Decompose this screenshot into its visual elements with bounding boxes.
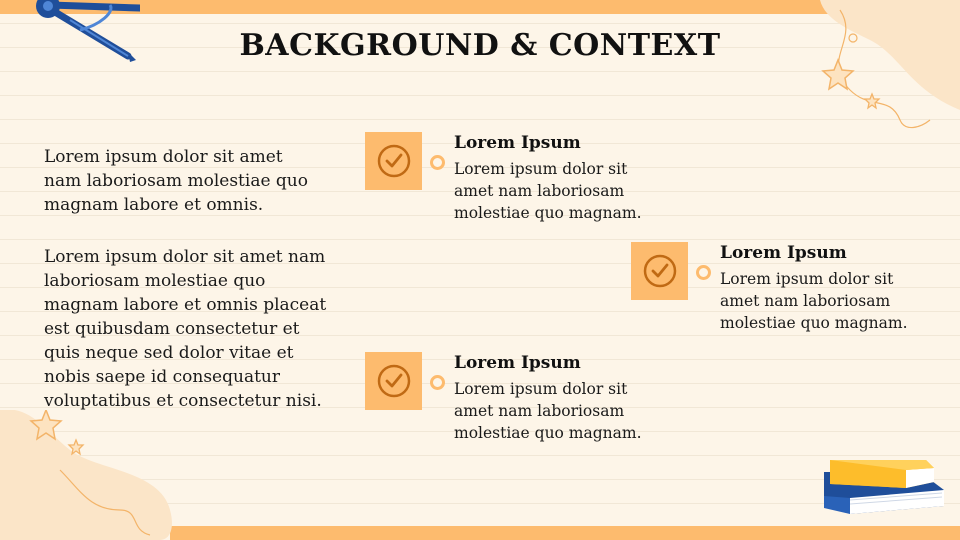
- item-title: Lorem Ipsum: [720, 243, 847, 263]
- item-title: Lorem Ipsum: [454, 353, 581, 373]
- bullet-dot: [696, 265, 711, 280]
- bullet-dot: [430, 155, 445, 170]
- item-text: Lorem ipsum dolor sit amet nam laboriosam molestiae quo magnam.: [454, 380, 642, 442]
- bullet-dot: [430, 375, 445, 390]
- blob-shape-bottom-left: [0, 410, 180, 540]
- check-circle-icon: [376, 143, 412, 179]
- blob-shape-top-right: [780, 0, 960, 140]
- detail-paragraph: Lorem ipsum dolor sit amet nam laboriosam molestiae quo magnam labore et omnis placeat est quibusdam consectetur et quis neque sed dolor vitae et nobis saepe id consequatur voluptatibus et consectetur nisi.: [44, 247, 327, 411]
- intro-paragraph: Lorem ipsum dolor sit amet nam laboriosam molestiae quo magnam labore et omnis.: [44, 147, 308, 215]
- item-title: Lorem Ipsum: [454, 133, 581, 153]
- check-circle-icon: [376, 363, 412, 399]
- check-box: [365, 132, 422, 190]
- star-icon: [823, 60, 853, 89]
- page-title: BACKGROUND & CONTEXT: [239, 28, 721, 63]
- check-circle-icon: [642, 253, 678, 289]
- item-text: Lorem ipsum dolor sit amet nam laboriosam molestiae quo magnam.: [454, 160, 642, 222]
- item-text: Lorem ipsum dolor sit amet nam laboriosam molestiae quo magnam.: [720, 270, 908, 332]
- star-icon: [865, 94, 879, 108]
- check-box: [365, 352, 422, 410]
- check-box: [631, 242, 688, 300]
- books-icon: [820, 456, 950, 518]
- bottom-accent-bar: [170, 526, 960, 540]
